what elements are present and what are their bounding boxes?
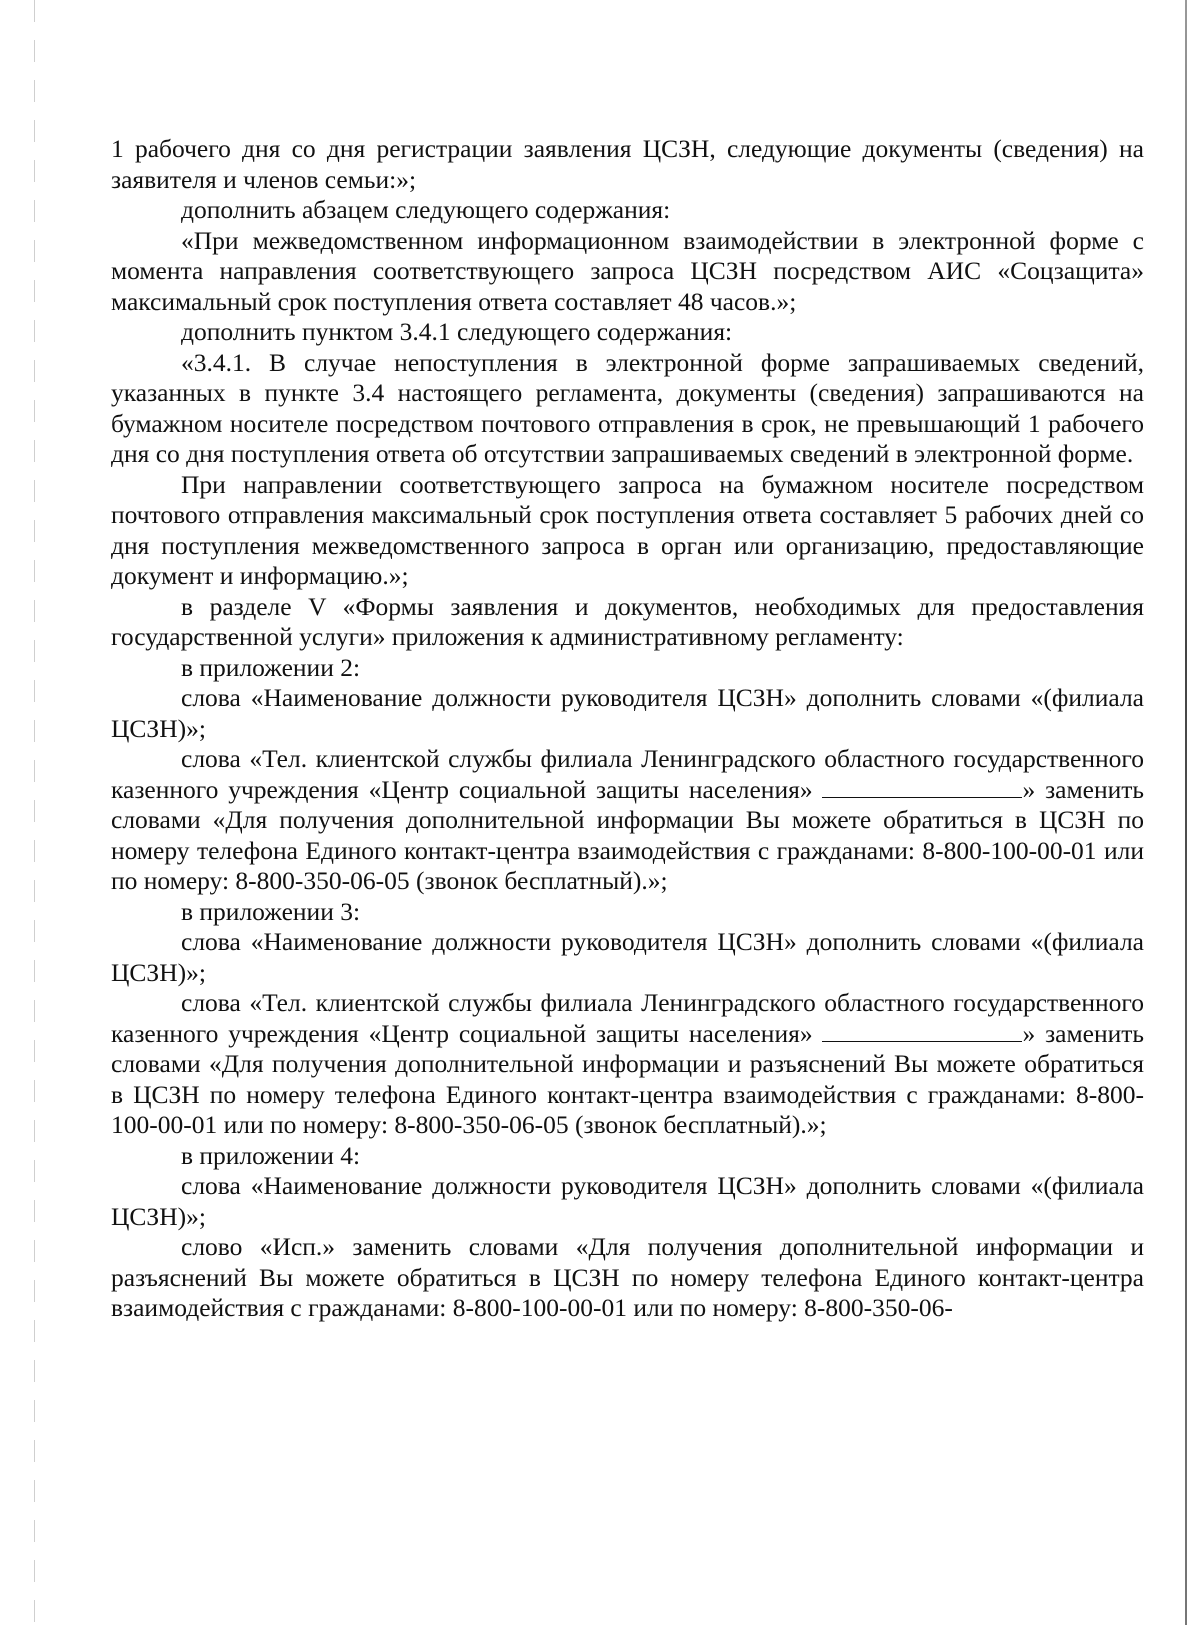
paragraph-6: При направлении соответствующего запроса на бумажном носителе посредством почтового отправления максимальный срок поступления ответа составляет 5 рабочих дней со дня поступления межведомственного запроса в орган или организацию, предоставляющие документ и информацию.»;	[111, 469, 1144, 590]
paragraph-3: «При межведомственном информационном взаимодействии в электронной форме с момента направления соответствующего запроса ЦСЗН посредством АИС «Соцзащита» максимальный срок поступления ответа составляет 48 часов.»;	[111, 225, 1144, 316]
paragraph-4: дополнить пунктом 3.4.1 следующего содержания:	[181, 317, 733, 346]
paragraph-14: в приложении 4:	[181, 1140, 361, 1170]
blank-fill-line	[822, 775, 1022, 798]
paragraph-8: в приложении 2:	[181, 652, 361, 682]
paragraph-5: «3.4.1. В случае непоступления в электронной форме запрашиваемых сведений, указанных в пункте 3.4 настоящего регламента, документы (сведения) запрашиваются на бумажном носителе посредством почтового отправления в срок, не превышающий 1 рабочего дня со дня поступления ответа об отсутствии запрашиваемых сведений в электронной форме.	[111, 347, 1144, 468]
paragraph-12: слова «Наименование должности руководителя ЦСЗН» дополнить словами «(филиала ЦСЗН)»;	[111, 927, 1144, 987]
paragraph-10-text-before: слова «Тел. клиентской службы филиала Ленинградского областного государственного казенного учреждения «Центр социальной защиты населения»	[111, 744, 1144, 804]
paragraph-13	[111, 988, 1144, 1141]
paragraph-10	[111, 744, 1144, 897]
paragraph-13-text-before: слова «Тел. клиентской службы филиала Ленинградского областного государственного казенного учреждения «Центр социальной защиты населения»	[111, 988, 1144, 1048]
document-body	[111, 134, 1144, 1324]
paragraph-9: слова «Наименование должности руководителя ЦСЗН» дополнить словами «(филиала ЦСЗН)»;	[111, 683, 1144, 743]
blank-fill-line	[822, 1019, 1022, 1042]
paragraph-16: слово «Исп.» заменить словами «Для получения дополнительной информации и разъяснений Вы можете обратиться в ЦСЗН по номеру телефона Единого контакт-центра взаимодействия с гражданами: 8-800-100-00-01 или по номеру: 8-800-350-06-	[111, 1232, 1144, 1322]
paragraph-13-text-after: » заменить словами «Для получения дополнительной информации и разъяснений Вы можете обратиться в ЦСЗН по номеру телефона Единого контакт-центра взаимодействия с гражданами: 8-800-100-00-01 или по номеру: 8-800-350-06-05 (звонок бесплатный).»;	[111, 1018, 1145, 1139]
paragraph-7: в разделе V «Формы заявления и документов, необходимых для предоставления государственной услуги» приложения к административному регламенту:	[111, 591, 1144, 651]
paragraph-1: 1 рабочего дня со дня регистрации заявления ЦСЗН, следующие документы (сведения) на заявителя и членов семьи:»;	[111, 134, 1144, 194]
scan-left-edge	[34, 0, 35, 1625]
paragraph-2: дополнить абзацем следующего содержания:	[181, 195, 671, 224]
paragraph-10-text-after: » заменить словами «Для получения дополнительной информации Вы можете обратиться в ЦСЗН по номеру телефона Единого контакт-центра взаимодействия с гражданами: 8-800-100-00-01 или по номеру: 8-800-350-06-05 (звонок бесплатный).»;	[111, 774, 1145, 895]
paragraph-11: в приложении 3:	[181, 896, 361, 926]
scan-right-edge	[1185, 0, 1187, 1625]
paragraph-15: слова «Наименование должности руководителя ЦСЗН» дополнить словами «(филиала ЦСЗН)»;	[111, 1171, 1144, 1231]
